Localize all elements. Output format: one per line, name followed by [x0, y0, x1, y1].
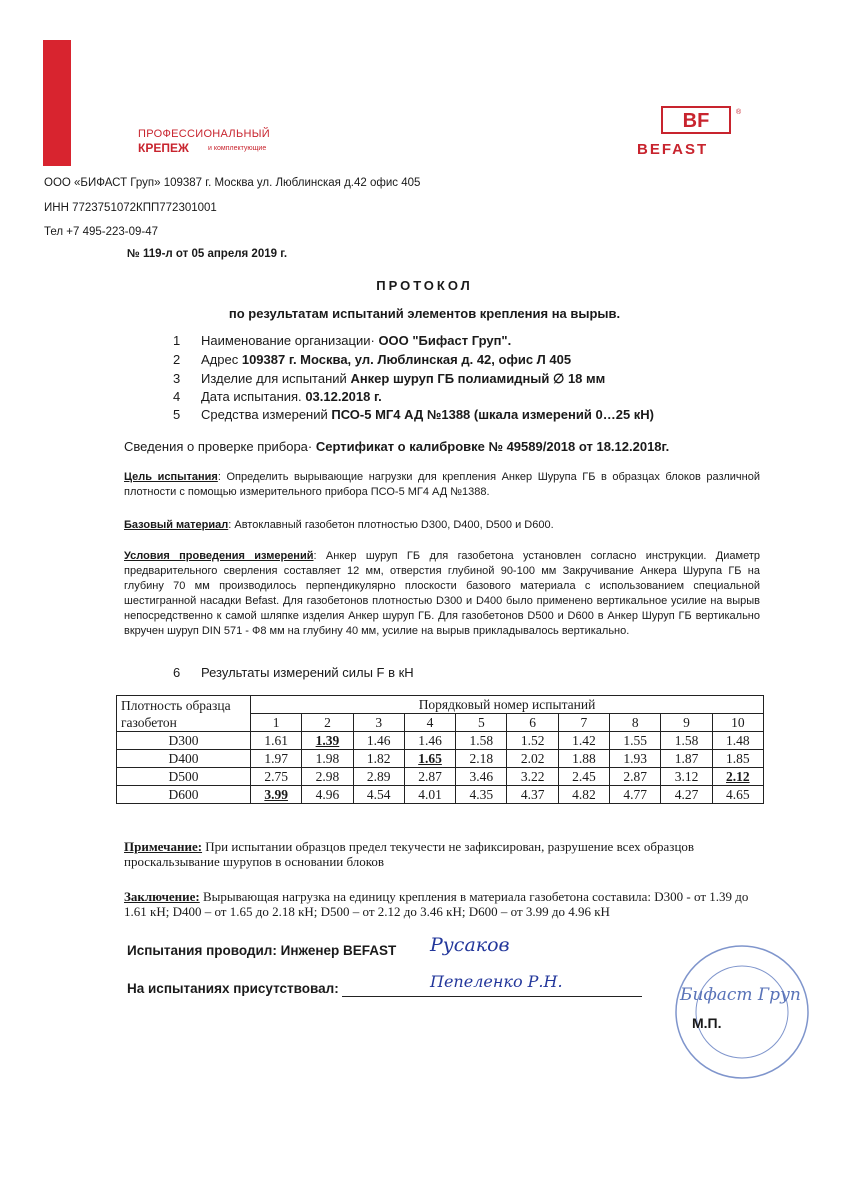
value-cell: 4.96: [302, 786, 353, 804]
verification-line: Сведения о проверке прибора· Сертификат о калибровке № 49589/2018 от 18.12.2018г.: [124, 439, 670, 454]
brand-tagline-3: и комплектующие: [208, 145, 267, 152]
value-cell: 1.46: [404, 732, 455, 750]
value-cell: 1.55: [610, 732, 661, 750]
density-cell: D300: [117, 732, 251, 750]
value-cell: 1.58: [456, 732, 507, 750]
befast-logo-icon: [661, 106, 731, 134]
conducted-signature: Русаков: [430, 934, 510, 956]
page-title: ПРОТОКОЛ: [376, 278, 473, 293]
stamp-text: Бифаст Груп: [680, 985, 801, 1005]
col-header: 9: [661, 714, 712, 732]
conditions-paragraph: Условия проведения измерений: Анкер шуруп ГБ для газобетона установлен согласно инструкции. Диаметр предварительного сверления составляет 12 мм, отверстия глубиной 90-100 мм Закручивание Анкера Шурупа ГБ на глубину 70 мм производилось перпендикулярно плоскости базового материала с использованием специальной шестигранной насадки Befast. Для газобетонов плотностью D300 и D400 было применено вертикальное усилие на вырыв непосредственно к самой шляпке изделия Анкер шуруп ГБ. Для газобетонов D500 и D600 в Анкер Шуруп ГБ вертикально вкручен шуруп DIN 571 - Ф8 мм на глубину 40 мм, усилие на вырыв прикладывалось вертикально.: [124, 550, 760, 637]
value-cell: 4.65: [712, 786, 763, 804]
value-cell: 4.54: [353, 786, 404, 804]
table-row: [117, 768, 764, 786]
note-label: Примечание:: [124, 839, 203, 854]
company-address: ООО «БИФАСТ Груп» 109387 г. Москва ул. Люблинская д.42 офис 405: [44, 177, 421, 189]
value-cell: 2.87: [610, 768, 661, 786]
col-header: 6: [507, 714, 558, 732]
col-header: 8: [610, 714, 661, 732]
value-cell: 4.77: [610, 786, 661, 804]
brand-tagline-2: КРЕПЕЖ: [138, 141, 189, 155]
conclusion-paragraph: Заключение: Вырывающая нагрузка на единицу крепления в материала газобетона составила: D300 - от 1.39 до 1.61 кН; D400 – от 1.65 до 2.18 кН; D500 – от 2.12 до 3.46 кН; D600 – от 3.99 до 4.96 кН: [124, 889, 749, 919]
conclusion-label: Заключение:: [124, 889, 200, 904]
table-row: [117, 732, 764, 750]
value-cell: 1.46: [353, 732, 404, 750]
present-label: На испытаниях присутствовал:: [127, 981, 339, 996]
brand-red-bar: [43, 40, 71, 166]
company-inn: ИНН 7723751072КПП772301001: [44, 202, 217, 214]
value-cell: 2.89: [353, 768, 404, 786]
value-cell: 4.01: [404, 786, 455, 804]
table-row: [117, 786, 764, 804]
col-header: 5: [456, 714, 507, 732]
value-cell: 1.98: [302, 750, 353, 768]
value-cell: 3.12: [661, 768, 712, 786]
table-row: [117, 750, 764, 768]
present-signature: Пепеленко Р.Н.: [430, 972, 563, 991]
purpose-label: Цель испытания: [124, 471, 218, 483]
value-cell: 1.61: [251, 732, 302, 750]
value-cell: 1.52: [507, 732, 558, 750]
value-cell: 1.65: [404, 750, 455, 768]
value-cell: 1.87: [661, 750, 712, 768]
item-instruments: 5 Средства измерений ПСО-5 МГ4 АД №1388 (шкала измерений 0…25 кН): [173, 407, 655, 422]
item-test-date: 4 Дата испытания. 03.12.2018 г.: [173, 389, 382, 404]
value-cell: 2.75: [251, 768, 302, 786]
item-organization: 1 Наименование организации· ООО "Бифаст Груп".: [173, 333, 512, 348]
value-cell: 1.42: [558, 732, 609, 750]
value-cell: 1.93: [610, 750, 661, 768]
stamp-icon: [622, 932, 810, 1082]
value-cell: 4.82: [558, 786, 609, 804]
present-signature-line: [342, 996, 642, 997]
company-phone: Тел +7 495-223-09-47: [44, 226, 159, 238]
base-material-label: Базовый материал: [124, 519, 229, 531]
value-cell: 2.45: [558, 768, 609, 786]
value-cell: 4.35: [456, 786, 507, 804]
logo-mark: BF: [682, 110, 710, 132]
conducted-by-label: Испытания проводил: Инженер BEFAST: [127, 943, 397, 958]
results-table: [116, 695, 764, 804]
registered-mark: ®: [736, 109, 742, 116]
item-product: 3 Изделие для испытаний Анкер шуруп ГБ полиамидный ∅ 18 мм: [173, 371, 606, 386]
col-header: 1: [251, 714, 302, 732]
group-header: Порядковый номер испытаний: [251, 696, 764, 714]
value-cell: 3.22: [507, 768, 558, 786]
density-cell: D500: [117, 768, 251, 786]
value-cell: 3.46: [456, 768, 507, 786]
base-material-paragraph: Базовый материал: Автоклавный газобетон плотностью D300, D400, D500 и D600.: [124, 519, 554, 531]
value-cell: 3.99: [251, 786, 302, 804]
item-address: 2 Адрес 109387 г. Москва, ул. Люблинская д. 42, офис Л 405: [173, 352, 572, 367]
note-paragraph: Примечание: При испытании образцов предел текучести не зафиксирован, разрушение всех образцов проскальзывание шурупов в основании блоков: [124, 839, 695, 869]
col-header: 3: [353, 714, 404, 732]
value-cell: 4.27: [661, 786, 712, 804]
col-header: 7: [558, 714, 609, 732]
row-header: Плотность образца газобетон: [117, 696, 251, 732]
value-cell: 1.39: [302, 732, 353, 750]
value-cell: 2.02: [507, 750, 558, 768]
col-header: 2: [302, 714, 353, 732]
density-cell: D600: [117, 786, 251, 804]
value-cell: 4.37: [507, 786, 558, 804]
value-cell: 1.88: [558, 750, 609, 768]
page-subtitle: по результатам испытаний элементов крепления на вырыв.: [228, 306, 621, 321]
value-cell: 1.85: [712, 750, 763, 768]
col-header: 4: [404, 714, 455, 732]
logo-word: BEFAST: [637, 141, 709, 158]
value-cell: 1.97: [251, 750, 302, 768]
col-header: 10: [712, 714, 763, 732]
document-number: № 119-л от 05 апреля 2019 г.: [127, 248, 288, 260]
value-cell: 1.82: [353, 750, 404, 768]
conditions-label: Условия проведения измерений: [124, 550, 314, 562]
seal-place-label: М.П.: [692, 1015, 722, 1031]
value-cell: 2.18: [456, 750, 507, 768]
value-cell: 2.87: [404, 768, 455, 786]
value-cell: 2.12: [712, 768, 763, 786]
value-cell: 1.48: [712, 732, 763, 750]
density-cell: D400: [117, 750, 251, 768]
value-cell: 1.58: [661, 732, 712, 750]
brand-tagline-1: ПРОФЕССИОНАЛЬНЫЙ: [138, 128, 270, 140]
purpose-paragraph: Цель испытания: Определить вырывающие нагрузки для крепления Анкер Шурупа ГБ в образцах блоков различной плотности с помощью измерительного прибора ПСО-5 МГ4 АД №1388.: [124, 471, 760, 498]
results-heading: 6 Результаты измерений силы F в кН: [173, 665, 414, 680]
value-cell: 2.98: [302, 768, 353, 786]
